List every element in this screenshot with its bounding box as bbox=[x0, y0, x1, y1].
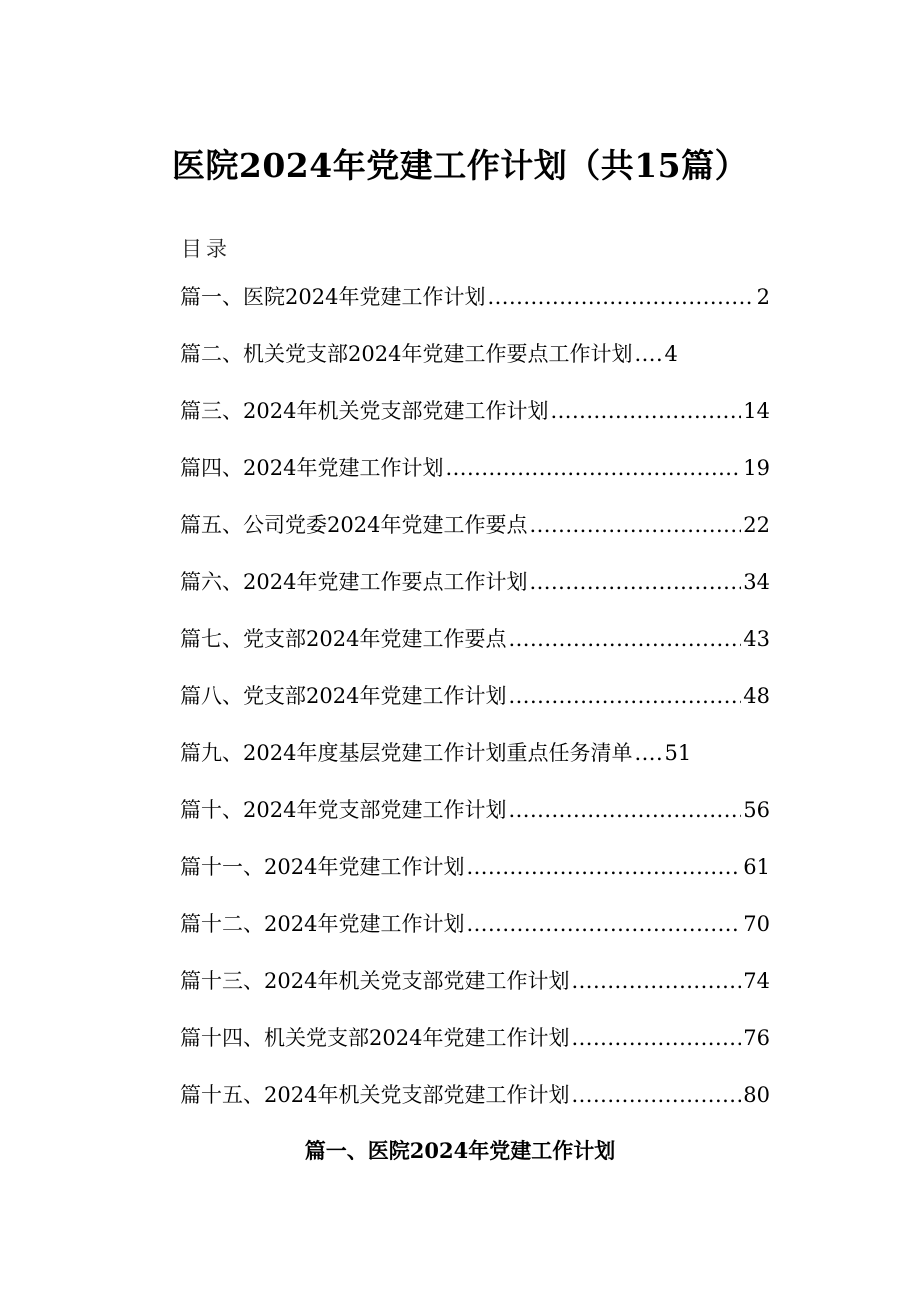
toc-leader-dots bbox=[550, 399, 741, 423]
toc-entry-3[interactable] bbox=[180, 395, 770, 452]
toc-entry-label: 篇一、医院2024年党建工作计划 bbox=[180, 285, 486, 309]
toc-leader-dots bbox=[508, 798, 741, 822]
toc-leader-dots bbox=[634, 741, 662, 765]
toc-entry-label: 篇六、2024年党建工作要点工作计划 bbox=[180, 570, 528, 594]
toc-entry-label: 篇十四、机关党支部2024年党建工作计划 bbox=[180, 1026, 570, 1050]
toc-entry-page: 61 bbox=[743, 855, 770, 879]
toc-entry-14[interactable] bbox=[180, 1022, 770, 1079]
toc-entry-11[interactable] bbox=[180, 851, 770, 908]
toc-entry-label: 篇九、2024年度基层党建工作计划重点任务清单 bbox=[180, 741, 633, 765]
toc-entry-page: 48 bbox=[743, 684, 770, 708]
toc-leader-dots bbox=[466, 855, 741, 879]
toc-leader-dots bbox=[487, 285, 754, 309]
toc-leader-dots bbox=[529, 570, 741, 594]
toc-entry-label: 篇二、机关党支部2024年党建工作要点工作计划 bbox=[180, 342, 633, 366]
toc-entry-label: 篇十一、2024年党建工作计划 bbox=[180, 855, 465, 879]
toc-leader-dots bbox=[508, 627, 741, 651]
toc-leader-dots bbox=[571, 1083, 741, 1107]
toc-entry-label: 篇四、2024年党建工作计划 bbox=[180, 456, 444, 480]
toc-entry-label: 篇十三、2024年机关党支部党建工作计划 bbox=[180, 969, 570, 993]
toc-entry-label: 篇十二、2024年党建工作计划 bbox=[180, 912, 465, 936]
toc-entry-4[interactable] bbox=[180, 452, 770, 509]
toc-entry-page: 19 bbox=[743, 456, 770, 480]
toc-entry-label: 篇十、2024年党支部党建工作计划 bbox=[180, 798, 507, 822]
toc-entry-13[interactable] bbox=[180, 965, 770, 1022]
toc-entry-label: 篇八、党支部2024年党建工作计划 bbox=[180, 684, 507, 708]
toc-leader-dots bbox=[571, 1026, 741, 1050]
toc-entry-page: 51 bbox=[664, 741, 692, 765]
toc-leader-dots bbox=[634, 342, 662, 366]
toc-entry-page: 14 bbox=[743, 399, 770, 423]
toc-entry-9[interactable] bbox=[180, 737, 770, 794]
toc-leader-dots bbox=[508, 684, 741, 708]
toc-entry-page: 80 bbox=[743, 1083, 770, 1107]
toc-entry-12[interactable] bbox=[180, 908, 770, 965]
toc-leader-dots bbox=[571, 969, 741, 993]
toc-leader-dots bbox=[445, 456, 741, 480]
toc-heading: 目录 bbox=[181, 237, 231, 261]
section-title: 篇一、医院2024年党建工作计划 bbox=[304, 1138, 616, 1163]
toc-entry-8[interactable] bbox=[180, 680, 770, 737]
toc-entry-label: 篇十五、2024年机关党支部党建工作计划 bbox=[180, 1083, 570, 1107]
toc-entry-10[interactable] bbox=[180, 794, 770, 851]
toc-entry-label: 篇七、党支部2024年党建工作要点 bbox=[180, 627, 507, 651]
table-of-contents bbox=[180, 281, 770, 1136]
toc-entry-page: 74 bbox=[743, 969, 770, 993]
toc-entry-page: 70 bbox=[743, 912, 770, 936]
toc-entry-page: 76 bbox=[743, 1026, 770, 1050]
toc-entry-page: 22 bbox=[743, 513, 770, 537]
toc-entry-1[interactable] bbox=[180, 281, 770, 338]
toc-entry-7[interactable] bbox=[180, 623, 770, 680]
document-title: 医院2024年党建工作计划（共15篇） bbox=[171, 146, 749, 185]
toc-entry-page: 4 bbox=[664, 342, 678, 366]
toc-leader-dots bbox=[529, 513, 741, 537]
toc-entry-page: 43 bbox=[743, 627, 770, 651]
toc-entry-2[interactable] bbox=[180, 338, 770, 395]
toc-entry-6[interactable] bbox=[180, 566, 770, 623]
toc-leader-dots bbox=[466, 912, 741, 936]
toc-entry-page: 56 bbox=[743, 798, 770, 822]
toc-entry-5[interactable] bbox=[180, 509, 770, 566]
toc-entry-page: 2 bbox=[756, 285, 770, 309]
toc-entry-page: 34 bbox=[743, 570, 770, 594]
toc-entry-15[interactable] bbox=[180, 1079, 770, 1136]
toc-entry-label: 篇三、2024年机关党支部党建工作计划 bbox=[180, 399, 549, 423]
toc-entry-label: 篇五、公司党委2024年党建工作要点 bbox=[180, 513, 528, 537]
